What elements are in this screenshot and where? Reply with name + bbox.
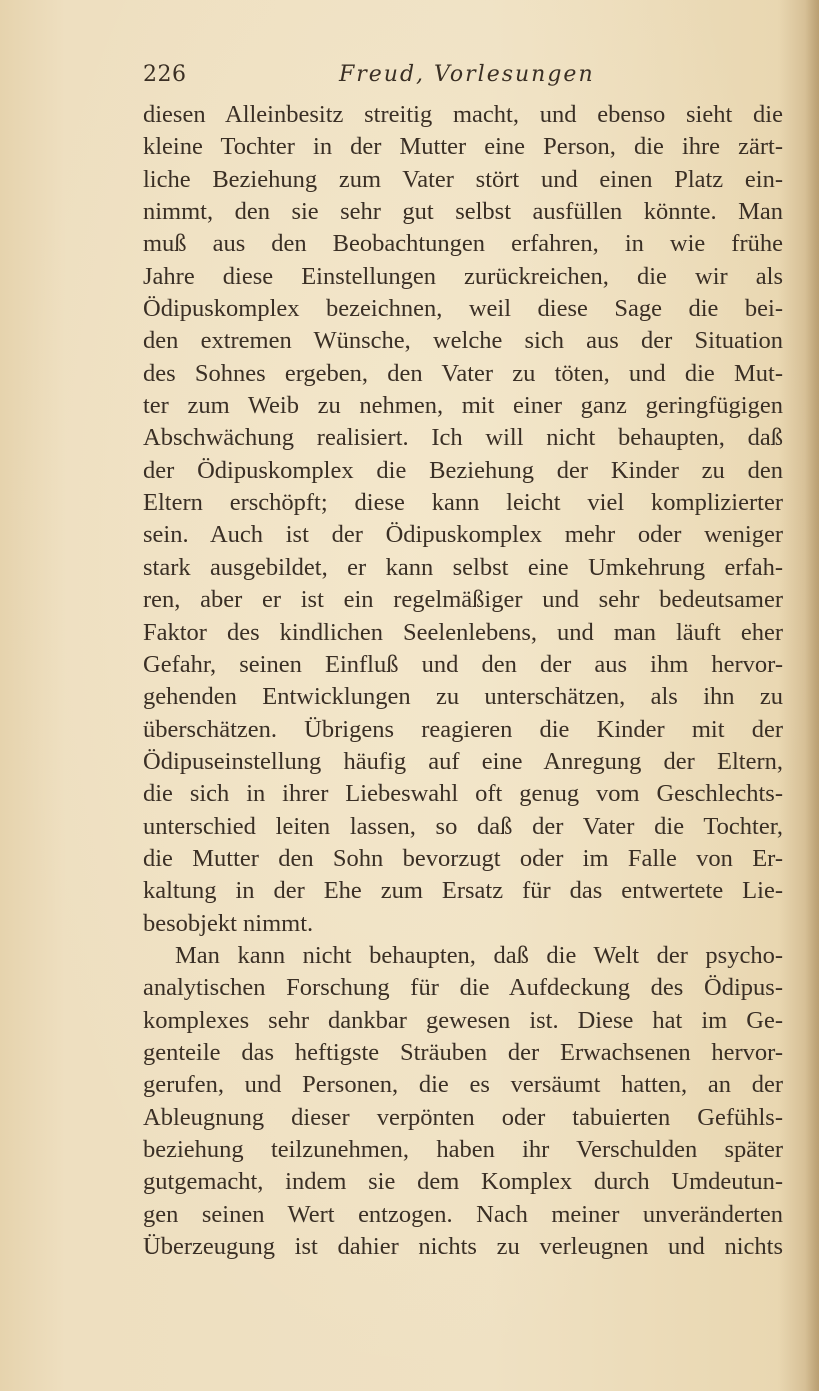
text-line: Man kann nicht behaupten, daß die Welt der psycho- xyxy=(175,941,783,969)
text-line: Gefahr, seinen Einfluß und den der aus ihm hervor- xyxy=(143,650,783,678)
text-line: der Ödipuskomplex die Beziehung der Kinder zu den xyxy=(143,456,783,484)
text-line: ren, aber er ist ein regelmäßiger und sehr bedeutsamer xyxy=(143,586,783,614)
body-text xyxy=(143,99,783,1263)
running-title: Freud, Vorlesungen xyxy=(339,62,595,87)
text-line: gehenden Entwicklungen zu unterschätzen, als ihn zu xyxy=(143,683,783,711)
text-line: Überzeugung ist dahier nichts zu verleugnen und nichts xyxy=(143,1233,783,1261)
page-number: 226 xyxy=(143,62,187,87)
text-line: besobjekt nimmt. xyxy=(143,909,314,937)
text-line: gutgemacht, indem sie dem Komplex durch Umdeutun- xyxy=(143,1168,783,1196)
text-line: Ödipuskomplex bezeichnen, weil diese Sage die bei- xyxy=(143,295,783,323)
paragraph-2 xyxy=(143,940,783,1263)
text-line: Ödipuseinstellung häufig auf eine Anregung der Eltern, xyxy=(143,747,783,775)
text-line: nimmt, den sie sehr gut selbst ausfüllen könnte. Man xyxy=(143,198,783,226)
text-line: kaltung in der Ehe zum Ersatz für das entwertete Lie- xyxy=(143,877,783,905)
text-line: des Sohnes ergeben, den Vater zu töten, und die Mut- xyxy=(143,359,783,387)
text-line: diesen Alleinbesitz streitig macht, und ebenso sieht die xyxy=(143,101,783,128)
text-line: stark ausgebildet, er kann selbst eine Umkehrung erfah- xyxy=(143,553,783,581)
text-line: liche Beziehung zum Vater stört und einen Platz ein- xyxy=(143,165,783,193)
text-line: Abschwächung realisiert. Ich will nicht behaupten, daß xyxy=(143,424,783,452)
text-line: die sich in ihrer Liebeswahl oft genug vom Geschlechts- xyxy=(143,780,783,808)
text-line: muß aus den Beobachtungen erfahren, in wie frühe xyxy=(143,230,783,258)
text-line: genteile das heftigste Sträuben der Erwachsenen hervor- xyxy=(143,1038,783,1066)
text-line: gerufen, und Personen, die es versäumt hatten, an der xyxy=(143,1071,783,1099)
text-line: überschätzen. Übrigens reagieren die Kinder mit der xyxy=(143,715,783,743)
text-line: Eltern erschöpft; diese kann leicht viel komplizierter xyxy=(143,489,783,517)
text-line: den extremen Wünsche, welche sich aus der Situation xyxy=(143,327,783,355)
text-line: kleine Tochter in der Mutter eine Person, die ihre zärt- xyxy=(143,133,783,161)
text-line: Jahre diese Einstellungen zurückreichen, die wir als xyxy=(143,262,783,290)
text-line: sein. Auch ist der Ödipuskomplex mehr oder weniger xyxy=(143,521,783,549)
text-line: Ableugnung dieser verpönten oder tabuierten Gefühls- xyxy=(143,1103,783,1131)
text-line: komplexes sehr dankbar gewesen ist. Diese hat im Ge- xyxy=(143,1006,783,1034)
text-line: gen seinen Wert entzogen. Nach meiner unveränderten xyxy=(143,1200,783,1228)
text-line: beziehung teilzunehmen, haben ihr Verschulden später xyxy=(143,1136,783,1163)
text-line: ter zum Weib zu nehmen, mit einer ganz geringfügigen xyxy=(143,392,783,420)
text-line: Faktor des kindlichen Seelenlebens, und man läuft eher xyxy=(143,618,783,646)
text-line: unterschied leiten lassen, so daß der Vater die Tochter, xyxy=(143,812,783,840)
text-line: analytischen Forschung für die Aufdeckung des Ödipus- xyxy=(143,974,783,1002)
text-line: die Mutter den Sohn bevorzugt oder im Falle von Er- xyxy=(143,844,783,872)
page-header xyxy=(143,62,783,96)
paragraph-1 xyxy=(143,99,783,940)
page-edge-shadow xyxy=(805,0,819,1391)
